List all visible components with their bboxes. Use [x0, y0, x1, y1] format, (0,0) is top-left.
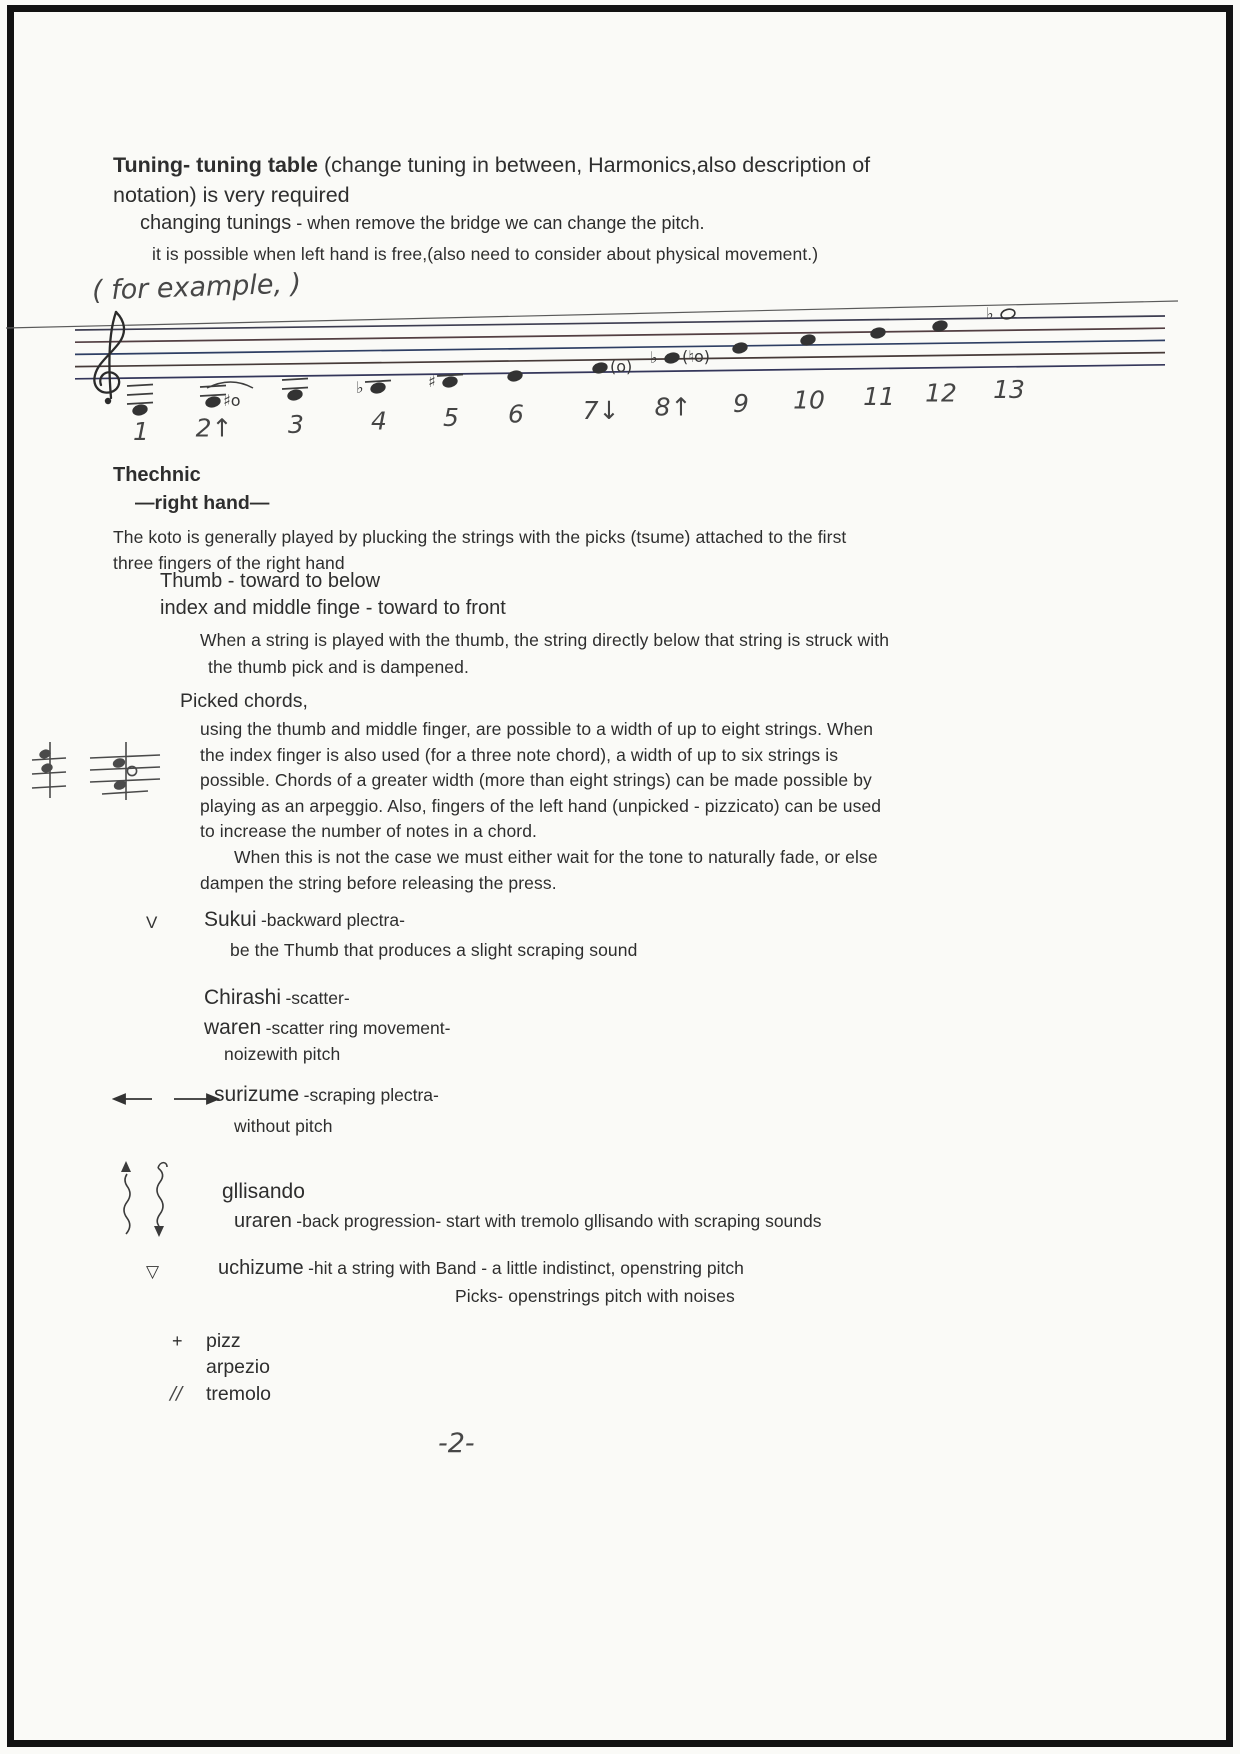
- uchizume-tag: -hit a string with Band - a little indistinct, openstring pitch: [308, 1258, 744, 1278]
- svg-text:2↑: 2↑: [195, 413, 233, 443]
- uchizume-desc: Picks- openstrings pitch with noises: [455, 1286, 735, 1306]
- changing-tunings-lead: changing tunings: [140, 212, 292, 234]
- technic-subtitle: —right hand—: [135, 492, 270, 514]
- surizume-name: surizume: [214, 1083, 300, 1106]
- svg-text:♭: ♭: [986, 304, 994, 323]
- waren-name: waren: [204, 1016, 262, 1039]
- possible-line: it is possible when left hand is free,(also need to consider about physical movement.): [152, 244, 819, 264]
- sukui-tag: -backward plectra-: [260, 910, 405, 930]
- picked-line2: the index finger is also used (for a three note chord), a width of up to six strings is: [200, 744, 839, 765]
- thumb-note-line1: When a string is played with the thumb, the string directly below that string is struck with: [200, 630, 890, 650]
- chirashi-tag: -scatter-: [285, 988, 350, 1008]
- thumb-note-line2: the thumb pick and is dampened.: [208, 657, 469, 677]
- uraren-line: [234, 1210, 822, 1233]
- tuning-heading-bold: Tuning- tuning table: [113, 153, 318, 177]
- sukui-symbol: V: [146, 913, 158, 932]
- svg-text:10: 10: [793, 385, 825, 415]
- chirashi-name: Chirashi: [204, 986, 282, 1009]
- svg-text:12: 12: [925, 378, 957, 408]
- picked-line1: using the thumb and middle finger, are possible to a width of up to eight strings. When: [200, 719, 874, 739]
- page-number: -2-: [438, 1428, 475, 1459]
- left-right-arrows-icon: [112, 1090, 220, 1108]
- sukui-desc: be the Thumb that produces a slight scraping sound: [230, 940, 638, 960]
- svg-text:11: 11: [863, 382, 895, 411]
- svg-text:1: 1: [133, 417, 149, 446]
- thumb-line: Thumb - toward to below: [160, 570, 381, 592]
- picked-line4: playing as an arpeggio. Also, fingers of the left hand (unpicked - pizzicato) can be used: [200, 795, 882, 816]
- svg-text:8↑: 8↑: [654, 392, 692, 422]
- uraren-tag: -back progression- start with tremolo gllisando with scraping sounds: [296, 1211, 822, 1231]
- svg-text:6: 6: [508, 399, 524, 429]
- waren-desc: noizewith pitch: [224, 1044, 341, 1064]
- staff-notation: [0, 300, 1200, 460]
- uraren-name: uraren: [234, 1210, 292, 1232]
- for-example-note: ( for example, ): [91, 268, 302, 307]
- technic-title: Thechnic: [113, 464, 201, 486]
- changing-tunings-line: [140, 212, 704, 235]
- tremolo-name: tremolo: [206, 1383, 272, 1405]
- pizz-symbol: +: [172, 1331, 183, 1351]
- tuning-heading-line2: notation) is very required: [113, 183, 350, 207]
- tuning-heading-rest: (change tuning in between, Harmonics,also description of: [318, 153, 871, 177]
- picked-chords-body: [200, 717, 1020, 896]
- pizz-name: pizz: [206, 1330, 241, 1352]
- picked-wait2: dampen the string before releasing the press.: [200, 872, 557, 893]
- svg-text:♭: ♭: [356, 378, 364, 397]
- picked-wait1: When this is not the case we must either wait for the tone to naturally fade, or else: [234, 846, 878, 867]
- technic-intro-line1: The koto is generally played by plucking the strings with the picks (tsume) attached to the first: [113, 527, 847, 547]
- svg-text:7↓: 7↓: [582, 396, 620, 425]
- svg-text:5: 5: [443, 403, 459, 432]
- waren-tag: -scatter ring movement-: [265, 1018, 451, 1038]
- arpezio-name: arpezio: [206, 1356, 270, 1378]
- waren-line: [204, 1016, 450, 1040]
- picked-line3: possible. Chords of a greater width (more than eight strings) can be made possible by: [200, 770, 872, 791]
- picked-chords-title: Picked chords,: [180, 690, 308, 712]
- glissando-squiggle-arrows-icon: [112, 1158, 184, 1240]
- svg-text:(♮o): (♮o): [682, 347, 710, 366]
- technic-intro: [113, 524, 973, 576]
- glissando-name: gllisando: [222, 1180, 305, 1203]
- svg-text:4: 4: [371, 406, 387, 436]
- sukui-name: Sukui: [204, 908, 257, 931]
- surizume-tag: -scraping plectra-: [303, 1085, 439, 1105]
- svg-text:♭: ♭: [650, 348, 658, 367]
- surizume-line: [214, 1083, 439, 1107]
- svg-text:3: 3: [288, 410, 304, 439]
- handwritten-chord-sketches: [20, 738, 170, 813]
- index-line: index and middle finge - toward to front: [160, 597, 506, 619]
- svg-text:9: 9: [733, 389, 749, 418]
- technic-intro-line2: three fingers of the right hand: [113, 553, 345, 573]
- uchizume-name: uchizume: [218, 1257, 304, 1279]
- chirashi-line: [204, 986, 350, 1010]
- svg-text:13: 13: [993, 375, 1025, 404]
- svg-text:(o): (o): [610, 357, 633, 376]
- picked-line5: to increase the number of notes in a chord.: [200, 821, 537, 842]
- svg-text:♯: ♯: [428, 372, 436, 391]
- sukui-line: [204, 908, 405, 932]
- tuning-heading: [113, 150, 953, 210]
- svg-text:♯o: ♯o: [223, 391, 241, 410]
- tremolo-symbol: //: [170, 1383, 183, 1404]
- surizume-desc: without pitch: [234, 1116, 333, 1136]
- thumb-note: [200, 627, 1000, 681]
- uchizume-symbol: ▽: [146, 1262, 160, 1281]
- uchizume-line: [218, 1257, 744, 1280]
- changing-tunings-rest: - when remove the bridge we can change the pitch.: [291, 213, 705, 233]
